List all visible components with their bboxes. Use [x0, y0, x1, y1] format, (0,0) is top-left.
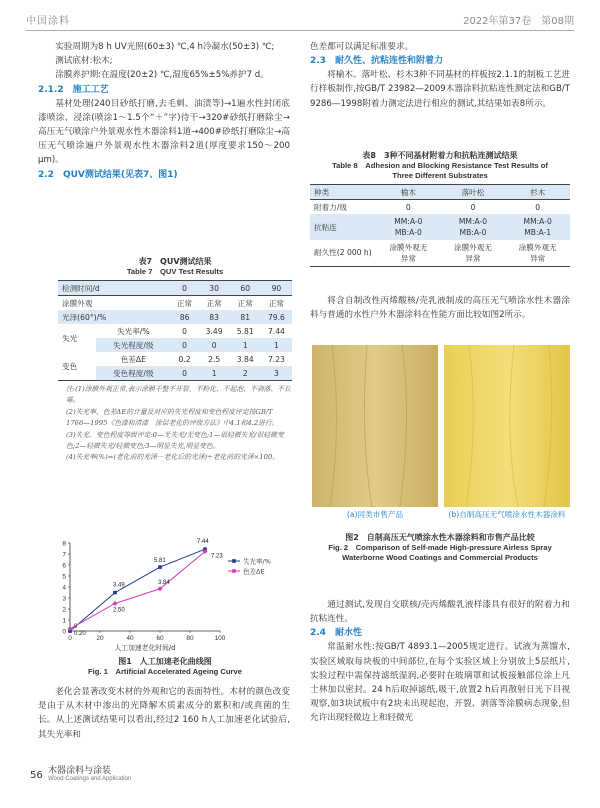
section-2-1-2: 2.1.2 施工工艺	[38, 84, 109, 95]
table-cell: 2	[242, 368, 248, 378]
table-cell: 0.2	[178, 354, 191, 364]
data-point	[113, 591, 117, 595]
header-cell: 落叶松	[461, 187, 485, 197]
row-label: 变色程度/级	[113, 368, 154, 378]
table-cell: 正常	[176, 298, 193, 308]
legend-marker	[232, 559, 236, 563]
table-cell: 0	[405, 202, 411, 212]
x-tick-label: 20	[96, 635, 104, 642]
x-axis-label: 人工加速老化时间/d	[114, 644, 176, 652]
table-cell: 7.23	[267, 354, 285, 364]
header-cell: 30	[209, 283, 219, 293]
table8-title-zh: 表8 3种不同基材附着力和抗粘连测试结果	[362, 151, 518, 160]
legend-marker	[232, 569, 236, 573]
fig1-caption	[40, 656, 290, 677]
comparison-paragraph: 将含自制改性丙烯酸核/壳乳液制成的高压无气喷涂水性木器涂料与普通的水性户外木器涂料在性能方面比较如图2所示。	[310, 296, 570, 321]
table-cell: 7.44	[267, 326, 285, 336]
section-2-2: 2.2 QUV测试结果(见表7、图1)	[38, 169, 178, 180]
table-row	[310, 200, 570, 215]
process-paragraph: 基材处理(240目砂纸打磨,去毛刺、油渍等)→1遍水性封闭底漆喷涂、浸涂(喷涂1～1.5个“＋”字)待干→320#砂纸打磨除尘→高压无气喷涂户外景观水性木器涂料1道→400#砂纸打磨除尘→高压无气喷涂遍户外景观水性木器涂料2道(厚度要求150～200 μm)。	[38, 98, 290, 166]
x-tick-label: 80	[186, 635, 194, 642]
data-point	[112, 601, 117, 606]
conclusion-paragraph: 通过测试,发现自交联核/壳丙烯酸乳液样漆具有很好的附着力和抗粘连性。	[310, 600, 570, 625]
table-row	[58, 352, 292, 366]
data-label: 7.23	[211, 553, 223, 560]
table-cell: 0	[182, 340, 187, 350]
series-line-2	[70, 551, 205, 628]
x-tick-label: 0	[68, 635, 72, 642]
header-cell: 检测时间/d	[62, 283, 100, 293]
data-label: 2.50	[113, 607, 125, 614]
table-cell: 0	[211, 340, 217, 350]
data-label: 3.84	[158, 579, 170, 586]
table8-block	[310, 150, 570, 267]
wood-panel-image-b	[444, 345, 570, 507]
data-point	[158, 565, 162, 569]
section-2-3: 2.3 耐久性、抗粘连性和附着力	[310, 56, 443, 67]
table-cell: 0	[470, 202, 476, 212]
table-cell: 0	[182, 368, 187, 378]
journal-name: 中国涂料	[26, 16, 70, 27]
y-tick-label: 6	[62, 562, 66, 570]
footer-journal-en: Wood Coatings and Application	[48, 776, 132, 782]
table-cell: 5.81	[236, 326, 254, 336]
y-tick-label: 2	[62, 606, 66, 614]
row-label: 耐久性(2 000 h)	[314, 248, 372, 258]
table-row	[58, 324, 292, 338]
header-cell: 杉木	[530, 187, 546, 197]
table-cell: 3.84	[236, 354, 254, 364]
table-cell: MM:A-0 MB:A-0	[394, 217, 423, 237]
left-bottom-text	[38, 685, 290, 742]
y-tick-label: 8	[62, 540, 66, 548]
table-cell: 0	[535, 202, 541, 212]
table7-title-zh: 表7 QUV测试结果	[138, 257, 212, 266]
row-label: 附着力/级	[314, 202, 347, 212]
table-cell: MM:A-0 MB:A-0	[458, 217, 488, 237]
note: 注:(1)涂膜外观正常,表示涂膜干整不开裂、不粉化、不起泡、不剥落、不长霉。	[66, 385, 291, 405]
table-cell: 涂膜外观无 异常	[454, 242, 492, 263]
line-uv: 实验周期为8 h UV光照(60±3) ℃,4 h冷凝水(50±3) ℃;	[55, 42, 275, 52]
x-tick-label: 100	[214, 635, 226, 642]
y-tick-label: 7	[62, 551, 66, 559]
issue-info: 2022年第37卷 第08期	[463, 16, 574, 27]
photo-b-label: (b)自制高压无气喷涂水性木器涂料	[448, 510, 566, 519]
header-cell: 种类	[314, 187, 330, 197]
table-row	[310, 214, 570, 240]
table7	[58, 280, 292, 381]
note: (4)失光率(%)=(老化前的光泽－老化后的光泽)÷老化前的光泽×100。	[66, 453, 280, 462]
line-continued: 色差都可以满足标准要求。	[310, 42, 414, 52]
header-cell: 90	[271, 283, 282, 293]
header-cell: 60	[240, 283, 251, 293]
legend-label: 失光率/%	[243, 557, 271, 566]
table8-title-en-1: Table 8 Adhesion and Blocking Resistance Test Results of	[332, 161, 548, 170]
table-cell: 3.49	[205, 326, 223, 336]
table-row	[310, 240, 570, 266]
left-top-text	[38, 40, 290, 182]
table-cell: 正常	[206, 298, 222, 308]
fig2-caption	[310, 532, 570, 563]
right-top-text	[310, 40, 570, 111]
photo-commercial-product	[312, 345, 438, 507]
y-tick-label: 3	[62, 595, 66, 603]
data-label: 0.20	[74, 630, 86, 637]
table-cell: 86	[179, 312, 190, 322]
note: (2)失光率、色差ΔE的计量及对应的失光程度和变色程度评定按GB/T 1766—1995《色漆和清漆 涂层老化的评级方法》中4.1和4.2进行。	[66, 407, 279, 428]
row-label: 光泽(60°)/%	[62, 312, 107, 322]
fig2-caption-zh: 图2 自制高压无气喷涂水性木器涂料和市售产品比较	[345, 533, 535, 542]
data-label: 5.81	[154, 558, 166, 565]
row-label: 色差ΔE	[120, 354, 146, 364]
photo-a-label: (a)同类市售产品	[346, 510, 404, 519]
fig2-caption-en: Fig. 2 Comparison of Self-made High-pressure Airless Spray Waterborne Wood Coatings and Commercial Products	[328, 543, 552, 562]
table-row	[58, 310, 292, 324]
data-label: 7.44	[197, 539, 209, 546]
y-tick-label: 4	[62, 584, 66, 592]
x-tick-label: 60	[156, 635, 164, 642]
table-cell: 0	[182, 326, 187, 336]
table-cell: 正常	[237, 298, 253, 308]
line-substrate: 测试底材:松木;	[55, 56, 113, 67]
section-2-4: 2.4 耐水性	[310, 628, 362, 639]
header-cell: 0	[182, 283, 187, 293]
y-tick-label: 0	[62, 628, 66, 636]
table7-block	[58, 256, 292, 464]
group-label: 失光	[62, 333, 78, 343]
header-cell: 榆木	[400, 187, 416, 197]
photo-selfmade-coating	[444, 345, 570, 507]
row-label: 抗粘连	[314, 222, 337, 232]
row-label: 失光程度/级	[113, 340, 154, 350]
data-label: 0	[74, 624, 78, 630]
substrate-paragraph: 将榆木、落叶松、杉木3种不同基材的样板按2.1.1的制板工艺进行样板制作,按GB/T 23982—2009木器涂料抗粘连性测定法和GB/T 9286—1998附着力测定法进行相应的测试,其结果如表8所示。	[310, 70, 570, 109]
right-bottom-text	[310, 598, 570, 726]
table7-notes	[58, 384, 292, 464]
table-header-row	[310, 185, 570, 200]
y-tick-label: 5	[62, 573, 66, 581]
wood-panel-image-a	[312, 345, 438, 507]
row-label: 失光率/%	[117, 326, 150, 336]
table8-title-en-2: Three Different Substrates	[392, 171, 488, 180]
table-cell: 2.5	[208, 354, 221, 364]
x-tick-label: 40	[126, 635, 134, 642]
table-cell: 涂膜外观无 异常	[389, 242, 428, 263]
data-label: 3.49	[113, 582, 125, 589]
note: (3)失光、变色程度等级评定:0—无失光/无变色;1—很轻微失光/很轻微变色;2—轻微失光/轻微变色;3—明显失光,明显变色。	[66, 430, 284, 451]
legend-label: 色差ΔE	[243, 567, 265, 576]
table-cell: 1	[211, 368, 217, 378]
table-cell: 81	[240, 312, 251, 322]
table-row	[58, 296, 292, 311]
line-curing: 涂膜养护期:在温度(20±2) ℃,湿度65%±5%养护7 d。	[55, 70, 269, 81]
table-header-row	[58, 281, 292, 296]
header-divider	[26, 30, 574, 31]
table-cell: 正常	[268, 298, 284, 308]
table-cell: 3	[273, 368, 279, 378]
table-cell: 1	[273, 340, 279, 350]
fig1-caption-en: Fig. 1 Artificial Accelerated Ageing Curve	[88, 667, 242, 676]
right-mid-text	[310, 294, 570, 322]
table-cell: 涂膜外观无 异常	[518, 242, 557, 263]
table7-title-en: Table 7 QUV Test Results	[126, 267, 224, 276]
group-label: 变色	[62, 361, 78, 371]
y-tick-label: 1	[62, 617, 66, 625]
table-cell: 1	[242, 340, 248, 350]
row-label: 涂膜外观	[62, 298, 93, 308]
table8	[310, 184, 570, 267]
table-cell: MM:A-0 MB:A-1	[523, 217, 552, 237]
series-line-1	[70, 549, 205, 631]
footer-journal-zh: 木器涂料与涂装	[48, 766, 112, 776]
table-cell: 79.6	[267, 312, 285, 322]
water-resistance-paragraph: 常温耐水性:按GB/T 4893.1—2005规定进行。试液为蒸馏水,实验区域取每块板的中间部位,在每个实验区域上分别放上5层纸片,实验过程中需保持滤纸湿润,必要时在玻璃罩和试板接触部位涂上凡士林加以密封。24 h后取掉滤纸,吸干,放置2 h后再散射日光下目视观察,如3块试板中有2块未出现起泡、开裂、剥落等涂膜病态现象,但允许出现轻微边上和轻微光	[310, 642, 570, 724]
table-cell: 83	[209, 312, 219, 322]
page-number: 56	[30, 770, 43, 781]
ageing-paragraph: 老化会显著改变木材的外观和它的表面特性。木材的颜色改变是由于从木材中渗出的光降解木质素成分的累积和/或真菌的生长。从上述测试结果可以看出,经过2 160 h人工加速老化试验后,其失光率和	[38, 687, 290, 740]
fig1-caption-zh: 图1 人工加速老化曲线图	[118, 657, 212, 666]
aging-curve-chart	[50, 535, 300, 655]
